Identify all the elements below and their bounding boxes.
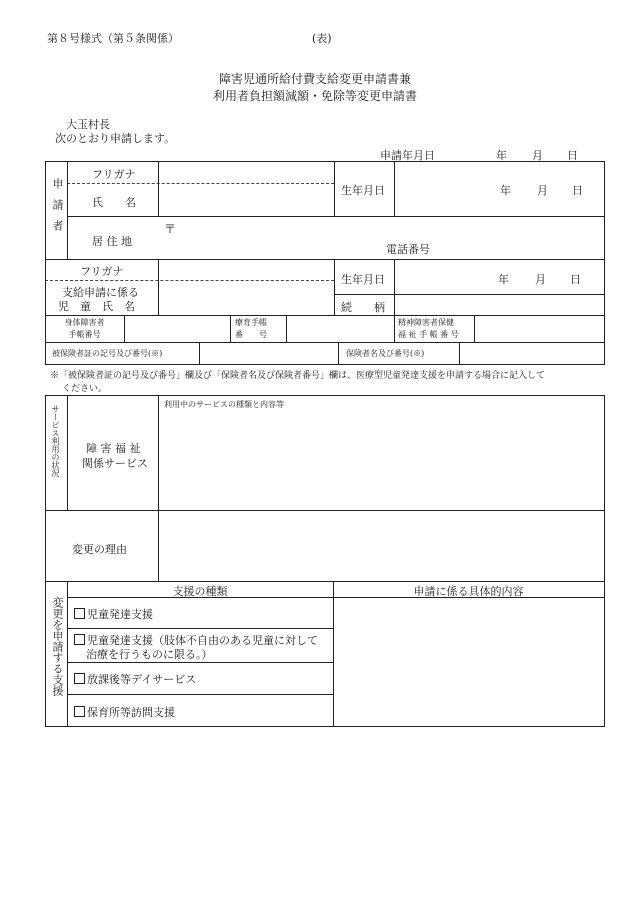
support-option-nursery-visit[interactable]: 保育所等訪問支援: [74, 704, 175, 720]
checkbox-icon[interactable]: [74, 673, 85, 684]
welfare-services-label-1: 障 害 福 祉: [86, 442, 141, 455]
child-name-label-2: 児 童 氏 名: [58, 300, 135, 313]
applicant-address-label: 居 住 地: [92, 235, 132, 248]
support-option-child-development[interactable]: 児童発達支援: [74, 606, 153, 622]
title-line-2: 利用者負担額減額・免除等変更申請書: [212, 89, 417, 103]
ryoiku-handbook-label-1: 療育手帳: [235, 318, 267, 327]
insurer-label: 保険者名及び番号(※): [346, 349, 425, 358]
physical-handbook-label-2: 手帳番号: [68, 330, 101, 339]
support-type-header: 支援の種類: [172, 585, 228, 598]
child-birth-label: 生年月日: [341, 273, 385, 286]
child-birth-field[interactable]: [394, 260, 604, 294]
child-birth-year: 年: [498, 273, 509, 286]
service-content-field[interactable]: [159, 410, 604, 509]
service-usage-section-label: サービス利用の状況: [51, 405, 60, 477]
service-content-label: 利用中のサービスの種類と内容等: [164, 400, 284, 409]
physical-handbook-field[interactable]: [125, 316, 230, 342]
child-name-field[interactable]: [158, 281, 334, 315]
applicant-address-field[interactable]: [158, 217, 604, 259]
applicant-birth-year: 年: [500, 184, 511, 197]
child-birth-month: 月: [535, 273, 546, 286]
mental-handbook-label-1: 精神障害者保健: [398, 318, 454, 327]
insurance-note-line-1: ※「被保険者証の記号及び番号」欄及び「保険者名及び保険者番号」欄は、医療型児童発達支援を申請する場合に記入して: [50, 371, 546, 381]
postal-mark: 〒: [164, 222, 177, 236]
change-reason-field[interactable]: [159, 511, 604, 580]
insurer-field[interactable]: [460, 343, 604, 364]
support-option-medical-note: 治療を行うものに限る。）: [86, 648, 213, 661]
support-option-after-school[interactable]: 放課後等デイサービス: [74, 671, 196, 687]
application-date-label: 申請年月日: [380, 149, 435, 162]
child-furigana-field[interactable]: [158, 260, 334, 280]
form-number: 第８号様式（第５条関係）: [47, 32, 179, 45]
applicant-name-field[interactable]: [158, 184, 334, 216]
phone-label: 電話番号: [386, 243, 430, 256]
applicant-birth-day: 日: [572, 184, 583, 197]
applicant-furigana-label: フリガナ: [92, 168, 136, 181]
child-relation-field[interactable]: [394, 295, 604, 315]
physical-handbook-label-1: 身体障害者: [64, 318, 105, 327]
support-section-label: 変更を申請する支援: [51, 597, 64, 696]
support-detail-field[interactable]: [334, 598, 604, 725]
applicant-birth-field[interactable]: [394, 162, 604, 216]
mental-handbook-field[interactable]: [475, 316, 604, 342]
intro-text: 次のとおり申請します。: [55, 132, 176, 145]
date-year: 年: [496, 149, 507, 162]
applicant-name-label: 氏 名: [92, 196, 136, 209]
insurance-note-line-2: ください。: [62, 384, 108, 394]
child-birth-day: 日: [570, 273, 581, 286]
insured-card-label: 被保険者証の記号及び番号(※): [52, 349, 163, 358]
title-line-1: 障害児通所給付費支給変更申請書兼: [218, 72, 411, 86]
checkbox-icon[interactable]: [74, 706, 85, 717]
ryoiku-handbook-field[interactable]: [287, 316, 394, 342]
support-option-medical-child-development[interactable]: 児童発達支援（肢体不自由のある児童に対して: [74, 632, 318, 648]
change-reason-label: 変更の理由: [72, 543, 127, 556]
child-relation-label: 続 柄: [341, 301, 385, 314]
form-side-label: (表): [312, 32, 332, 45]
checkbox-icon[interactable]: [74, 608, 85, 619]
welfare-services-label-2: 関係サービス: [82, 457, 148, 470]
applicant-birth-label: 生年月日: [341, 184, 385, 197]
mental-handbook-label-2: 福 祉 手 帳 番 号: [398, 330, 459, 339]
support-detail-header: 申請に係る具体的内容: [413, 585, 524, 598]
child-name-label-1: 支給申請に係る: [62, 286, 139, 299]
date-day: 日: [567, 149, 578, 162]
child-furigana-label: フリガナ: [80, 265, 124, 278]
ryoiku-handbook-label-2: 番 号: [235, 330, 267, 339]
insured-card-field[interactable]: [200, 343, 338, 364]
date-month: 月: [532, 149, 543, 162]
applicant-section-label: 申請者: [51, 178, 64, 241]
checkbox-icon[interactable]: [74, 634, 85, 645]
applicant-birth-month: 月: [537, 184, 548, 197]
addressee: 大玉村長: [66, 118, 110, 131]
applicant-furigana-field[interactable]: [158, 162, 334, 183]
